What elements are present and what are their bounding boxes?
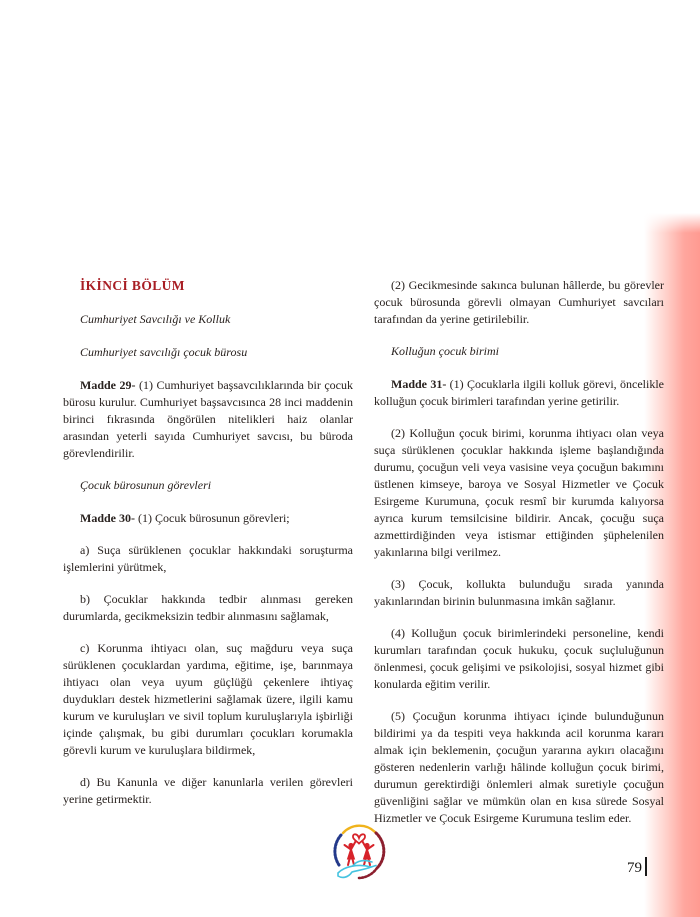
list-item-b: b) Çocuklar hakkında tedbir alınması gereken durumlarda, gecikmeksizin tedbir alınmasını sağlamak,	[63, 592, 353, 623]
paragraph-text: (1) Çocuklarla ilgili kolluk görevi, öncelikle kolluğun çocuk birimleri tarafından yerine getirilir.	[374, 377, 664, 408]
paragraph-text: (1) Cumhuriyet başsavcılıklarında bir çocuk bürosu kurulur. Cumhuriyet başsavcısınca 28 inci maddenin birinci fıkrasında öngörülen nitelikleri haiz olanlar arasından yeterli sayıda Cumhuriyet savcısı, bu büroda görevlendirilir.	[63, 378, 353, 460]
police-unit-subtitle: Kolluğun çocuk birimi	[391, 344, 499, 358]
article-number-lead: Madde 30-	[80, 511, 135, 525]
list-item-a: a) Suça sürüklenen çocuklar hakkındaki soruşturma işlemlerini yürütmek,	[63, 543, 353, 574]
chapter-subtitle: Cumhuriyet Savcılığı ve Kolluk	[80, 312, 231, 326]
paragraph-madde-29	[63, 377, 353, 462]
left-column	[63, 277, 353, 842]
paragraph-text: (1) Çocuk bürosunun görevleri;	[135, 511, 290, 525]
list-item-d: d) Bu Kanunla ve diğer kanunlarla verilen görevleri yerine getirmektir.	[63, 775, 353, 806]
article-number-lead: Madde 31-	[391, 377, 447, 391]
text-columns	[63, 277, 664, 842]
paragraph-madde-30	[63, 510, 353, 527]
article-number-lead: Madde 29-	[80, 378, 136, 392]
article-subtitle: Cumhuriyet savcılığı çocuk bürosu	[80, 345, 248, 359]
paragraph-continuation: (2) Gecikmesinde sakınca bulunan hâllerde, bu görevler çocuk bürosunda görevli olmayan Cumhuriyet savcıları tarafından da yerine getirilebilir.	[374, 278, 664, 326]
paragraph-5: (5) Çocuğun korunma ihtiyacı içinde bulunduğunun bildirimi ya da tespiti veya hakkında acil korunma kararı almak için beklemenin, çocuğun yararına aykırı olacağını gösteren nedenlerin varlığı hâlinde kolluğun çocuk birimi, durumun gerektirdiği önlemleri almak suretiyle çocuğun güvenliğini sağlar ve mümkün olan en kısa sürede Sosyal Hizmetler ve Çocuk Esirgeme Kurumuna teslim eder.	[374, 709, 664, 825]
section-heading: İKİNCİ BÖLÜM	[80, 278, 185, 293]
child-protection-emblem-icon	[329, 821, 389, 887]
paragraph-3: (3) Çocuk, kollukta bulunduğu sırada yanında yakınlarından birinin bulunmasına imkân sağlanır.	[374, 577, 664, 608]
page-number: 79	[597, 857, 647, 877]
paragraph-madde-31	[374, 376, 664, 410]
right-column	[374, 277, 664, 842]
paragraph-4: (4) Kolluğun çocuk birimlerindeki personeline, kendi kurumları tarafından çocuk hukuku, çocuk suçluluğunun önlenmesi, çocuk gelişimi ve psikolojisi, sosyal hizmet gibi konularda eğitim verilir.	[374, 626, 664, 691]
duties-subtitle: Çocuk bürosunun görevleri	[80, 478, 212, 492]
paragraph-2: (2) Kolluğun çocuk birimi, korunma ihtiyacı olan veya suça sürüklenen çocuklar hakkında işleme başlandığında durumu, çocuğun veli veya vasisine veya çocuğun bakımını üstlenen kimseye, baroya ve Sosyal Hizmetler ve Çocuk Esirgeme Kurumuna, çocuk resmî bir kurumda kalıyorsa ayrıca kurum temsilcisine bildirir. Ancak, çocuğu suça azmettirdiğinden veya istismar ettiğinden şüphelenilen yakınlarına bilgi verilmez.	[374, 426, 664, 559]
list-item-c: c) Korunma ihtiyacı olan, suç mağduru veya suça sürüklenen çocuklardan yardıma, eğitime, işe, barınmaya ihtiyacı olan veya uyum güçlüğü çekenlere ihtiyaç duydukları destek hizmetlerini sağlamak üzere, ilgili kamu kurum ve kuruluşları ve sivil toplum kuruluşlarıyla işbirliği içinde çalışmak, bu gibi durumları çocukları korumakla görevli kurum ve kuruluşlara bildirmek,	[63, 641, 353, 757]
